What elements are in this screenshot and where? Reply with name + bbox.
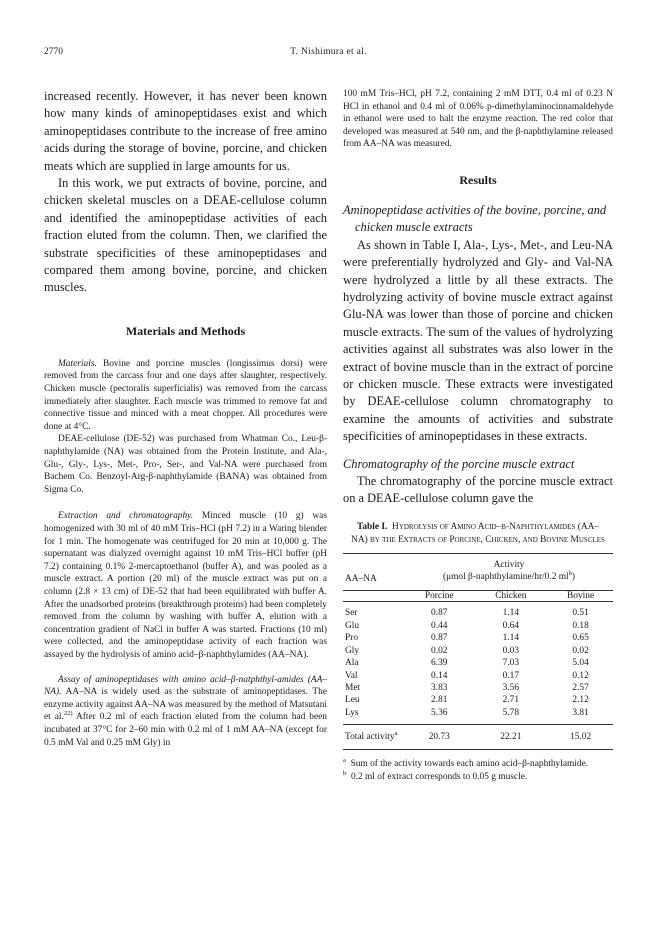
cell-value: 0.02	[431, 645, 448, 656]
row-label: Gly	[345, 645, 360, 656]
paragraph-lead: Assay of aminopeptidases with amino acid–β-natphthyl-amides (AA–NA).	[44, 674, 327, 698]
total-label: Total activity$^a$	[345, 730, 398, 743]
table-footnote: $^a$ Sum of the activity towards each amino acid–β-naphthylamide.	[343, 757, 589, 770]
cell-value: 7.03	[502, 658, 520, 669]
cell-value: 0.87	[431, 633, 448, 644]
cell-value: 0.02	[572, 645, 589, 656]
table-header-row	[343, 591, 613, 602]
footnote-mark: a	[343, 757, 346, 764]
table-hydrolysis	[343, 553, 613, 756]
results-heading: Results	[459, 172, 497, 187]
row-label: Ser	[345, 608, 358, 619]
footnote-mark: b	[343, 769, 347, 777]
cell-value: 0.65	[572, 633, 589, 644]
cell-value: 2.81	[431, 695, 448, 706]
results-paragraph: As shown in Table I, Ala-, Lys-, Met-, and Leu-NA were preferentially hydrolyzed and Gly- and Val-NA were hydrolyzed a little by all these extracts. The hydrolyzing activity of bovine muscle extract against Glu-NA was lower than those of porcine and chicken muscle extracts. The sum of the values of hydrolyzing activities against all substrates was also lower in the extract of bovine muscle than in the extract of porcine or chicken muscle. These extracts were investigated by DEAE-cellulose column chromatography to examine the amounts of activities and substrate specificities of aminopeptidases in these extracts.	[343, 237, 613, 444]
cell-value: 2.12	[572, 695, 589, 706]
cell-value: 0.03	[502, 645, 520, 656]
paragraph-body: AA–NA is widely used as the substrate of aminopeptidases. The enzyme activity against AA–NA was measured by the method of Matsutani et al.	[44, 687, 327, 723]
table-row	[343, 602, 613, 620]
table-title-text: Hydrolysis of Amino Acid–β-Naphthylamides (AA–NA) by the Extracts of Porcine, Chicken, and Bovine Muscles	[351, 521, 605, 545]
cell-value: 3.81	[572, 707, 589, 718]
total-value: 20.73	[428, 732, 450, 743]
cell-value: 3.83	[431, 682, 448, 693]
table-caption	[343, 521, 613, 547]
total-value: 15.02	[570, 732, 592, 743]
table-row	[343, 632, 613, 644]
table-body	[343, 602, 613, 725]
table-row	[343, 682, 613, 694]
reference-mark: 22)	[63, 710, 73, 718]
paragraph-body: Minced muscle (10 g) was homogenized with 30 ml of 40 mM Tris–HCl (pH 7.2) in a Waring blender for 1 min. The homogenate was centrifuged for 20 min at 10,000 g. The supernatant was dialyzed overnight against 10 mM Tris–HCl buffer (pH 7.2) containing 0.1% 2-mercaptoethanol (buffer A), and was pooled as a muscle extract. A portion (20 ml) of the muscle extract was put on a column (2.8 × 13 cm) of DE-52 that had been equilibrated with buffer A. After the unadsorbed proteins (breakthrough proteins) had been completely removed from the column by washing with buffer A, elution with a concentration gradient of NaCl in buffer A was started. Fractions (10 ml) were collected, and the aminopeptidase activity of each fraction was assayed by the hydrolysis of amino acid–β-naphthylamides (AA–NA).	[44, 511, 327, 660]
left-column	[44, 88, 327, 749]
row-label: Val	[345, 670, 358, 681]
paragraph-body: Bovine and porcine muscles (longissimus dorsi) were removed from the carcass four and one days after slaughter, respectively. Chicken muscle (pectoralis superficialis) was removed from the carcass immediately after slaughter. Each muscle was trimmed to remove fat and connective tissue and minced with a meat chopper. All procedures were done at 4°C.	[44, 358, 327, 432]
cell-value: 0.87	[431, 608, 448, 619]
cell-value: 0.14	[431, 670, 448, 681]
cell-value: 5.36	[431, 707, 448, 718]
paragraph-lead: Extraction and chromatography.	[58, 511, 194, 522]
subsection-heading: Aminopeptidase activities of the bovine, porcine, and chicken muscle extracts	[343, 202, 607, 235]
table-row	[343, 645, 613, 657]
cell-value: 2.57	[572, 682, 589, 693]
cell-value: 0.17	[502, 670, 520, 681]
right-column	[343, 88, 613, 783]
results-paragraph: The chromatography of the porcine muscle extract on a DEAE-cellulose column gave the	[343, 474, 613, 506]
table-header-row	[343, 554, 613, 571]
cell-value: 0.12	[572, 670, 589, 681]
row-label: Ala	[345, 658, 359, 669]
total-value: 22.21	[500, 732, 522, 743]
intro-paragraph: increased recently. However, it has never been known how many kinds of aminopeptidases exist and which aminopeptidases contribute to the increase of free amino acids during the storage of bovine, porcine, and chicken meats which are supplied in large amounts for us.	[44, 89, 327, 173]
cell-value: 0.44	[431, 620, 448, 631]
table-total-row	[343, 725, 613, 750]
row-label: Glu	[345, 620, 360, 631]
cell-value: 6.39	[431, 658, 448, 669]
cell-value: 1.14	[502, 633, 520, 644]
column-header-bovine: Bovine	[567, 591, 595, 602]
column-header-porcine: Porcine	[424, 591, 454, 602]
table-row	[343, 670, 613, 682]
subsection-heading: Chromatography of the porcine muscle extract	[343, 456, 575, 471]
table-row	[343, 707, 613, 719]
methods-heading: Materials and Methods	[125, 323, 246, 338]
running-head: T. Nishimura et al.	[290, 47, 367, 57]
cell-value: 1.14	[502, 608, 520, 619]
cell-value: 2.71	[502, 695, 520, 706]
extraction-paragraph	[44, 510, 327, 661]
column-header-unit: (μmol β-naphthylamine/hr/0.2 $ml^b$)	[442, 570, 576, 583]
row-label: Met	[345, 682, 361, 693]
table-label: Table I.	[356, 521, 388, 532]
materials-paragraph	[44, 358, 327, 434]
cell-value: 3.56	[502, 682, 520, 693]
paragraph-lead: Materials.	[58, 358, 97, 369]
table-row	[343, 694, 613, 706]
paragraph-body: After 0.2 ml of each fraction eluted from the column had been incubated at 37°C for 2–60 min with 0.2 ml of 1 mM AA–NA (except for 0.5 mM Val and 0.25 mM Gly) in	[44, 712, 327, 748]
continued-paragraph: 100 mM Tris–HCl, pH 7.2, containing 2 mM DTT, 0.4 ml of 0.23 N HCl in ethanol and 0.4 ml of 0.06% p-dimethylaminocinnamaldehyde in ethanol were used to halt the enzyme reaction. The red color that developed was measured at 540 nm, and the β-naphthylamine released from AA–NA was measured.	[343, 89, 613, 150]
row-label: Lys	[345, 707, 359, 718]
table-title	[349, 521, 607, 547]
cell-value: 0.18	[572, 620, 589, 631]
cell-value: 0.51	[572, 608, 589, 619]
cell-value: 5.78	[502, 707, 520, 718]
intro-paragraph: In this work, we put extracts of bovine, porcine, and chicken skeletal muscles on a DEAE-cellulose column and identified the aminopeptidase activities of each fraction eluted from the column. Then, we clarified the substrate specificities of these aminopeptidases and compared them among bovine, porcine, and chicken muscles.	[44, 176, 327, 295]
table-footnote: $^b$ 0.2 ml of extract corresponds to 0.05 g muscle.	[343, 769, 528, 782]
materials-paragraph: DEAE-cellulose (DE-52) was purchased from Whatman Co., Leu-β-naphthylamide (NA) was obtained from the Protein Institute, and Ala-, Glu-, Gly-, Lys-, Met-, Pro-, Ser-, and Val-NA were purchased from Bachem Co. Benzoyl-Arg-β-naphthylamide (BANA) was obtained from Sigma Co.	[44, 434, 327, 495]
column-header-activity: Activity	[493, 560, 525, 571]
table-row	[343, 657, 613, 669]
column-header-chicken: Chicken	[495, 591, 527, 602]
cell-value: 0.64	[502, 620, 520, 631]
cell-value: 5.04	[572, 658, 589, 669]
assay-paragraph	[44, 674, 327, 750]
column-header-aa: AA–NA	[345, 574, 377, 585]
page-number: 2770	[44, 47, 63, 57]
table-row	[343, 620, 613, 632]
row-label: Pro	[345, 633, 359, 644]
row-label: Leu	[345, 695, 360, 706]
